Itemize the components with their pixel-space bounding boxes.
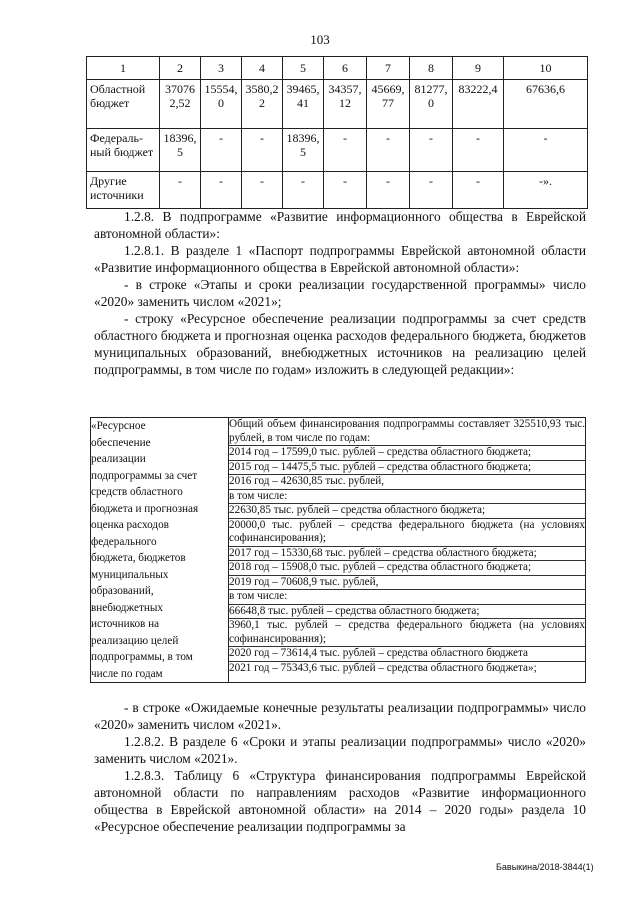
- row-title-line: средств областного: [91, 486, 183, 498]
- funding-line: 2017 год – 15330,68 тыс. рублей – средства областного бюджета;: [229, 547, 585, 562]
- table-cell: -: [242, 129, 283, 172]
- row-title-line: подпрограммы за счет: [91, 469, 198, 482]
- page-number: 103: [310, 32, 330, 47]
- table-cell: 15554,0: [201, 80, 242, 129]
- table-cell: 18396,5: [160, 129, 201, 172]
- row-title-line: подпрограммы, в том: [91, 651, 193, 663]
- table-cell: -: [453, 129, 504, 172]
- table-cell: -: [201, 129, 242, 172]
- funding-line: 2019 год – 70608,9 тыс. рублей,: [229, 576, 585, 591]
- row-title-line: образований,: [91, 585, 154, 597]
- funding-line: 2015 год – 14475,5 тыс. рублей – средства областного бюджета;: [229, 461, 585, 476]
- paragraph-1-2-8-3: 1.2.8.3. Таблицу 6 «Структура финансирования подпрограммы Еврейской автономной области по направлениям расходов «Развитие информационного общества в Еврейской автономной области» на 2014 – 2020 годы» раздела 10 «Ресурсное обеспечение реализации подпрограммы за: [94, 768, 586, 834]
- table-cell: 81277,0: [410, 80, 453, 129]
- table-cell: 34357,12: [324, 80, 367, 129]
- funding-line: в том числе:: [229, 490, 585, 505]
- table-cell: 83222,4: [453, 80, 504, 129]
- row-title-line: «Ресурсное: [91, 420, 146, 432]
- amendment-text-lower: [94, 699, 586, 835]
- funding-line: 22630,85 тыс. рублей – средства областного бюджета;: [229, 504, 585, 519]
- paragraph-1-2-8-2: 1.2.8.2. В разделе 6 «Сроки и этапы реализации подпрограммы» число «2020» заменить числом «2021».: [94, 734, 586, 766]
- table-header-row: [87, 57, 588, 80]
- table-cell: -: [160, 172, 201, 209]
- header-cell: 5: [283, 57, 324, 80]
- row-title-line: реализации: [91, 453, 146, 465]
- amendment-text-upper: [94, 208, 586, 378]
- paragraph-1-2-8: 1.2.8. В подпрограмме «Развитие информационного общества в Еврейской автономной области»:: [94, 209, 586, 241]
- table-row: [87, 129, 588, 172]
- table-cell: 67636,6: [504, 80, 588, 129]
- document-footer-code: Бавыкина/2018-3844(1): [496, 862, 594, 872]
- table-cell: -: [410, 172, 453, 209]
- header-cell: 1: [87, 57, 160, 80]
- table-cell: 3580,22: [242, 80, 283, 129]
- funding-line: Общий объем финансирования подпрограммы составляет 325510,93 тыс. рублей, в том числе по годам:: [229, 418, 585, 446]
- header-cell: 2: [160, 57, 201, 80]
- row-title-line: муниципальных: [91, 568, 169, 581]
- paragraph-stages-row: - в строке «Этапы и сроки реализации государственной программы» число «2020» заменить числом «2021»;: [94, 277, 586, 309]
- row-title-line: бюджета и прогнозная: [91, 502, 199, 515]
- table-cell: -: [242, 172, 283, 209]
- row-label: Другие источники: [87, 172, 160, 209]
- resource-provision-table: [90, 417, 586, 683]
- header-cell: 8: [410, 57, 453, 80]
- table-cell: -: [504, 129, 588, 172]
- row-title-line: источников на: [91, 618, 160, 630]
- funding-line: 2018 год – 15908,0 тыс. рублей – средства областного бюджета;: [229, 561, 585, 576]
- financing-table: [86, 56, 588, 209]
- row-title-line: реализацию целей: [91, 634, 179, 647]
- paragraph-expected-results: - в строке «Ожидаемые конечные результаты реализации подпрограммы» число «2020» заменить числом «2021».: [94, 700, 586, 732]
- funding-line: 20000,0 тыс. рублей – средства федерального бюджета (на условиях софинансирования);: [229, 519, 585, 547]
- funding-line: 2020 год – 73614,4 тыс. рублей – средства областного бюджета: [229, 647, 585, 662]
- header-cell: 7: [367, 57, 410, 80]
- header-cell: 10: [504, 57, 588, 80]
- table-cell: 45669,77: [367, 80, 410, 129]
- table-cell: 18396,5: [283, 129, 324, 172]
- table-cell: -: [283, 172, 324, 209]
- header-cell: 4: [242, 57, 283, 80]
- funding-line: 2016 год – 42630,85 тыс. рублей,: [229, 475, 585, 490]
- row-label: Областной бюджет: [87, 80, 160, 129]
- funding-line: 3960,1 тыс. рублей – средства федерального бюджета (на условиях софинансирования);: [229, 619, 585, 647]
- funding-line: 66648,8 тыс. рублей – средства областного бюджета;: [229, 605, 585, 620]
- table-cell: 370762,52: [160, 80, 201, 129]
- funding-line: в том числе:: [229, 590, 585, 605]
- row-title-line: оценка расходов: [91, 519, 169, 531]
- row-title-line: федерального: [91, 535, 157, 548]
- paragraph-resource-row: - строку «Ресурсное обеспечение реализации подпрограммы за счет средств областного бюджета и прогнозная оценка расходов федерального бюджета, бюджетов муниципальных образований, внебюджетных источников на реализацию целей подпрограммы, в том числе по годам» изложить в следующей редакции»:: [94, 311, 586, 377]
- table-cell: -: [410, 129, 453, 172]
- paragraph-1-2-8-1: 1.2.8.1. В разделе 1 «Паспорт подпрограммы Еврейской автономной области «Развитие информационного общества в Еврейской автономной области»:: [94, 243, 586, 275]
- row-title-line: бюджета, бюджетов: [91, 552, 186, 564]
- table-row: [87, 80, 588, 129]
- row-title-line: внебюджетных: [91, 601, 163, 614]
- table-cell: -: [201, 172, 242, 209]
- table-cell: -: [453, 172, 504, 209]
- resource-row-content: [229, 418, 586, 683]
- row-title-line: числе по годам: [91, 667, 163, 680]
- table-cell: 39465,41: [283, 80, 324, 129]
- table-row: [91, 418, 586, 683]
- table-row: [87, 172, 588, 209]
- row-title-line: обеспечение: [91, 436, 151, 449]
- funding-line: 2021 год – 75343,6 тыс. рублей – средства областного бюджета»;: [229, 661, 537, 674]
- header-cell: 6: [324, 57, 367, 80]
- resource-row-title: [91, 418, 229, 683]
- header-cell: 9: [453, 57, 504, 80]
- table-cell: -».: [504, 172, 588, 209]
- row-label: Федераль-ный бюджет: [87, 129, 160, 172]
- table-cell: -: [324, 129, 367, 172]
- header-cell: 3: [201, 57, 242, 80]
- table-cell: -: [367, 129, 410, 172]
- table-cell: -: [324, 172, 367, 209]
- table-cell: -: [367, 172, 410, 209]
- funding-line: 2014 год – 17599,0 тыс. рублей – средства областного бюджета;: [229, 446, 585, 461]
